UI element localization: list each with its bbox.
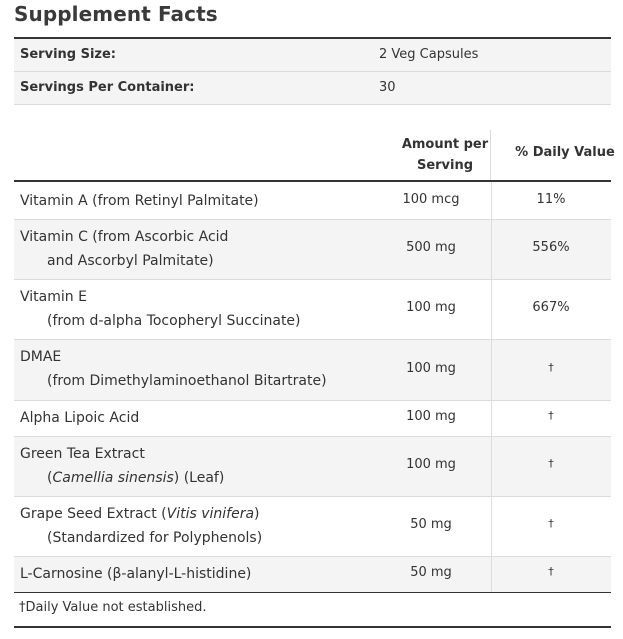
nutrient-amount: 100 mg <box>406 300 456 315</box>
name2-suffix: ) (Leaf) <box>173 470 225 486</box>
nutrient-name <box>20 189 259 213</box>
nutrient-row-dmae <box>14 340 611 401</box>
nutrient-name-line2: (from Dimethylaminoethanol Bitartrate) <box>47 373 327 389</box>
nutrient-row-grape-seed-extract <box>14 497 611 557</box>
nutrient-name-line2 <box>20 466 224 490</box>
header-column-divider <box>490 130 491 182</box>
nutrient-amount: 100 mcg <box>402 192 460 207</box>
nutrient-amount: 50 mg <box>410 517 452 532</box>
amount-header-line2: Serving <box>416 158 474 173</box>
nutrient-amount: 50 mg <box>410 565 452 580</box>
nutrient-name <box>20 442 224 490</box>
nutrient-amount: 100 mg <box>406 457 456 472</box>
name1-suffix: ) <box>254 506 260 522</box>
nutrient-name <box>20 345 327 393</box>
latin-name: Camellia sinensis <box>52 470 174 486</box>
nutrient-daily-value: † <box>548 457 554 470</box>
name2-prefix: ( <box>47 470 53 486</box>
nutrient-row-green-tea-extract <box>14 437 611 497</box>
amount-header-line1: Amount per <box>401 137 489 152</box>
serving-size-value: 2 Veg Capsules <box>379 47 479 62</box>
nutrient-name-line1: L-Carnosine (β-alanyl-L-histidine) <box>20 566 252 582</box>
daily-value-header: % Daily Value <box>515 145 615 160</box>
nutrient-name <box>20 502 262 550</box>
nutrient-name-line2: (Standardized for Polyphenols) <box>47 530 263 546</box>
footnote-rule <box>14 592 611 593</box>
panel-title: Supplement Facts <box>14 2 218 26</box>
nutrient-name-line1 <box>20 506 260 522</box>
nutrient-row-vitamin-c <box>14 220 611 280</box>
nutrient-daily-value: 11% <box>536 192 566 207</box>
nutrient-row-l-carnosine <box>14 557 611 593</box>
nutrient-name-line2: and Ascorbyl Palmitate) <box>47 253 214 269</box>
nutrient-daily-value: † <box>548 517 554 530</box>
nutrient-amount: 100 mg <box>406 361 456 376</box>
name1-prefix: Grape Seed Extract ( <box>20 506 167 522</box>
nutrient-name-line1: Green Tea Extract <box>20 446 145 462</box>
nutrient-daily-value: † <box>548 409 554 422</box>
servings-per-container-label: Servings Per Container: <box>20 80 195 95</box>
nutrient-name <box>20 562 251 586</box>
serving-size-row <box>14 39 611 72</box>
nutrient-daily-value: 667% <box>532 300 570 315</box>
nutrient-daily-value: † <box>548 361 554 374</box>
nutrient-name-line2: (from d-alpha Tocopheryl Succinate) <box>47 313 301 329</box>
nutrient-name-line1: Alpha Lipoic Acid <box>20 410 140 426</box>
nutrient-name-line1: DMAE <box>20 349 62 365</box>
latin-name: Vitis vinifera <box>166 506 255 522</box>
servings-per-container-row <box>14 72 611 105</box>
nutrient-name-line1: Vitamin C (from Ascorbic Acid <box>20 229 229 245</box>
bottom-rule <box>14 626 611 628</box>
nutrient-row-vitamin-e <box>14 280 611 340</box>
nutrient-name-line1: Vitamin A (from Retinyl Palmitate) <box>20 193 259 209</box>
serving-size-label: Serving Size: <box>20 47 117 62</box>
nutrient-row-alpha-lipoic-acid <box>14 401 611 437</box>
servings-per-container-value: 30 <box>379 80 396 95</box>
nutrient-daily-value: † <box>548 565 554 578</box>
nutrient-name <box>20 406 139 430</box>
nutrient-name <box>20 225 228 273</box>
nutrient-name-line1: Vitamin E <box>20 289 87 305</box>
nutrient-amount: 100 mg <box>406 409 456 424</box>
nutrient-daily-value: 556% <box>532 240 570 255</box>
footnote: †Daily Value not established. <box>19 600 207 615</box>
nutrient-row-vitamin-a <box>14 182 611 220</box>
nutrient-amount: 500 mg <box>406 240 456 255</box>
nutrient-name <box>20 285 301 333</box>
table-header <box>14 130 615 182</box>
amount-per-serving-header <box>385 134 505 176</box>
